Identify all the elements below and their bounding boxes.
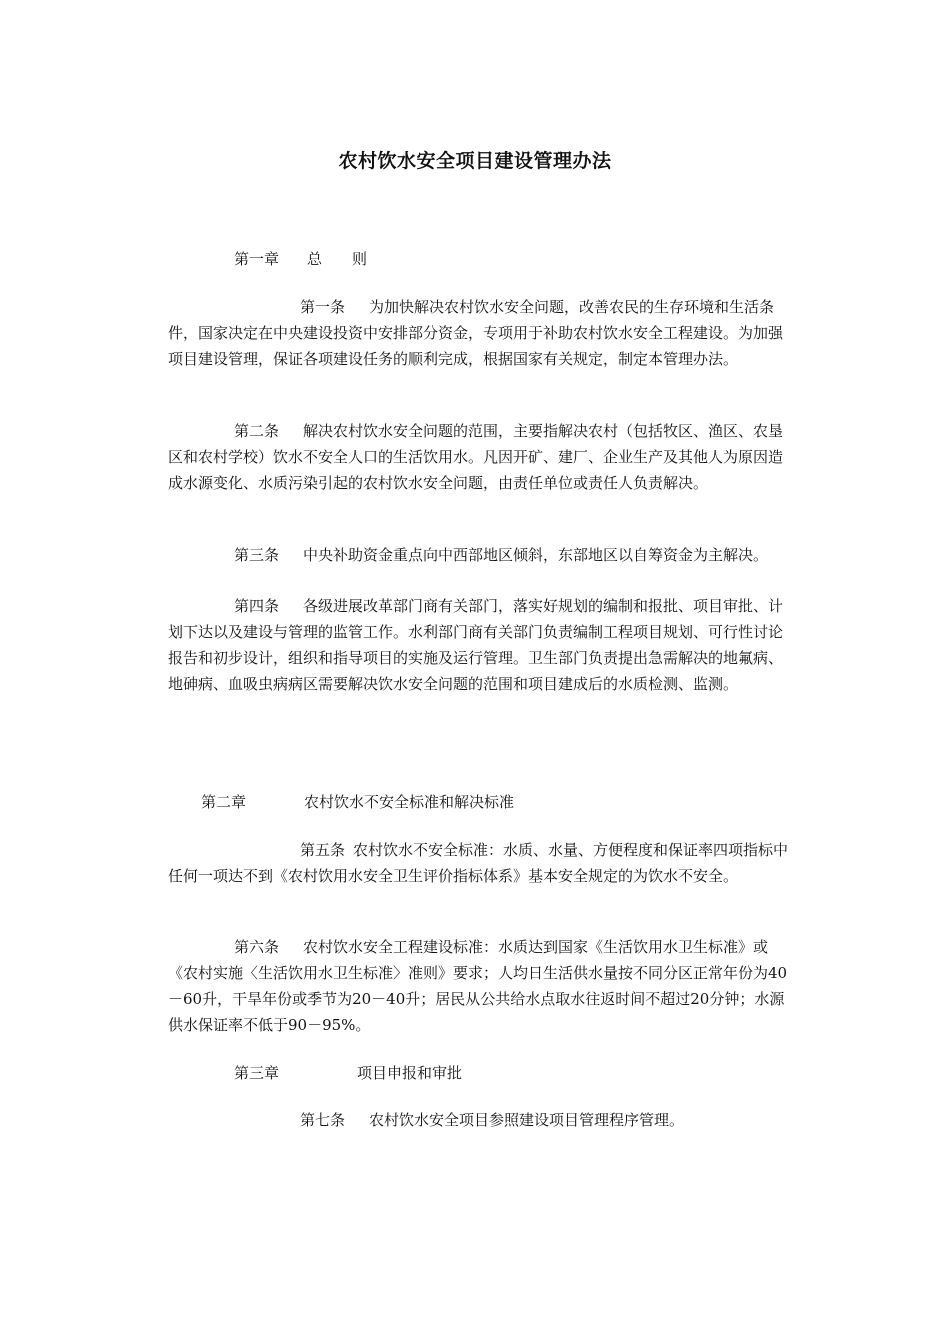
article-1 bbox=[168, 294, 790, 372]
chapter-3-label: 第三章 bbox=[234, 1064, 280, 1082]
article-2-text: 解决农村饮水安全问题的范围，主要指解决农村（包括牧区、渔区、农垦区和农村学校）饮水不安全人口的生活饮用水。凡因开矿、建厂、企业生产及其他人为原因造成水源变化、水质污染引起的农村饮水安全问题，由责任单位或责任人负责解决。 bbox=[168, 422, 784, 492]
article-7-text: 农村饮水安全项目参照建设项目管理程序管理。 bbox=[369, 1111, 685, 1129]
article-6-label: 第六条 bbox=[234, 938, 280, 956]
article-6 bbox=[168, 934, 790, 1038]
article-6-text: 农村饮水安全工程建设标准：水质达到国家《生活饮用水卫生标准》或《农村实施〈生活饮用水卫生标准〉准则》要求；人均日生活供水量按不同分区正常年份为40－60升，干旱年份或季节为20－40升；居民从公共给水点取水往返时间不超过20分钟；水源供水保证率不低于90－95%。 bbox=[168, 938, 788, 1034]
chapter-1-heading bbox=[234, 248, 367, 269]
article-5 bbox=[168, 837, 790, 889]
chapter-1-label: 第一章 bbox=[234, 250, 280, 268]
article-3-text: 中央补助资金重点向中西部地区倾斜，东部地区以自筹资金为主解决。 bbox=[303, 546, 769, 564]
article-5-text: 农村饮水不安全标准：水质、水量、方便程度和保证率四项指标中任何一项达不到《农村饮用水安全卫生评价指标体系》基本安全规定的为饮水不安全。 bbox=[168, 841, 789, 885]
chapter-2-name: 农村饮水不安全标准和解决标准 bbox=[304, 793, 515, 811]
article-4-text: 各级进展改革部门商有关部门，落实好规划的编制和报批、项目审批、计划下达以及建设与管理的监管工作。水利部门商有关部门负责编制工程项目规划、可行性讨论报告和初步设计，组织和指导项目的实施及运行管理。卫生部门负责提出急需解决的地氟病、地砷病、血吸虫病病区需要解决饮水安全问题的范围和项目建成后的水质检测、监测。 bbox=[168, 597, 784, 693]
article-1-text: 为加快解决农村饮水安全问题，改善农民的生存环境和生活条件，国家决定在中央建设投资中安排部分资金，专项用于补助农村饮水安全工程建设。为加强项目建设管理，保证各项建设任务的顺利完成，根据国家有关规定，制定本管理办法。 bbox=[168, 298, 784, 368]
article-3-label: 第三条 bbox=[234, 546, 280, 564]
document-title: 农村饮水安全项目建设管理办法 bbox=[338, 150, 612, 172]
article-7 bbox=[168, 1107, 790, 1133]
article-2 bbox=[168, 418, 790, 496]
article-5-label: 第五条 bbox=[300, 841, 346, 859]
chapter-1-name: 总 则 bbox=[307, 250, 368, 268]
article-7-label: 第七条 bbox=[300, 1111, 346, 1129]
article-1-label: 第一条 bbox=[300, 298, 346, 316]
chapter-3-name: 项目申报和审批 bbox=[357, 1064, 463, 1082]
article-2-label: 第二条 bbox=[234, 422, 280, 440]
chapter-3-heading bbox=[234, 1062, 462, 1083]
article-3 bbox=[168, 542, 808, 568]
chapter-2-heading bbox=[201, 791, 514, 812]
article-4-label: 第四条 bbox=[234, 597, 280, 615]
chapter-2-label: 第二章 bbox=[201, 793, 247, 811]
article-4 bbox=[168, 593, 790, 697]
